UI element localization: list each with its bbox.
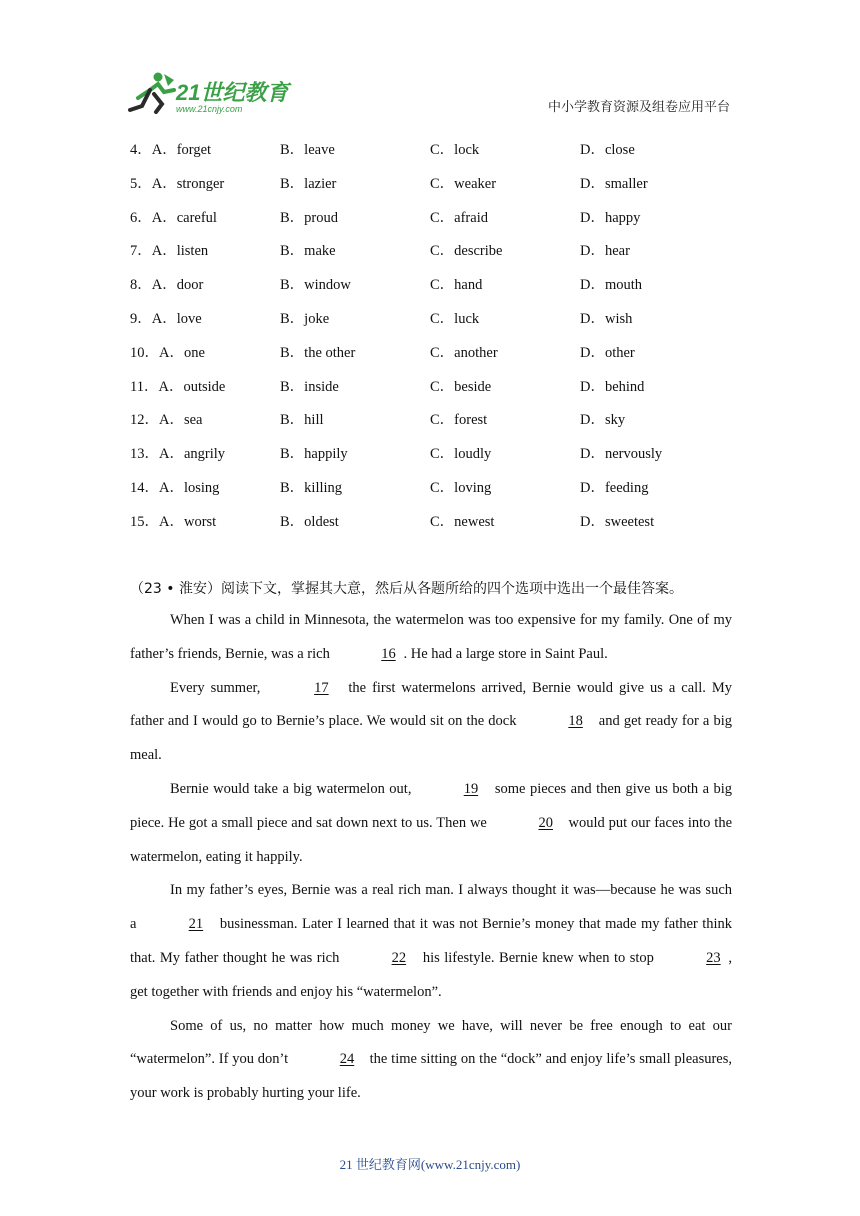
question-row	[130, 408, 740, 442]
option-b	[280, 476, 342, 497]
option-text: A．one	[159, 344, 205, 361]
option-text: A．love	[151, 310, 202, 327]
option-text: A．angrily	[159, 446, 226, 463]
option-text: D．mouth	[580, 277, 643, 294]
question-row	[130, 510, 740, 544]
question-number: 6．	[130, 209, 152, 226]
option-c	[430, 375, 491, 396]
option-text: B．make	[280, 243, 336, 260]
option-c	[430, 239, 502, 260]
option-text: C．hand	[430, 277, 483, 294]
option-b	[280, 442, 348, 463]
option-text: A．sea	[159, 412, 203, 429]
option-a	[130, 375, 225, 396]
option-text: B．window	[280, 277, 351, 294]
logo-url: www.21cnjy.com	[176, 104, 243, 114]
option-b	[280, 307, 329, 328]
option-text: B．the other	[280, 344, 356, 361]
paragraph: Every summer, 17 the first watermelons arrived, Bernie would give us a call. My father and I would go to Bernie’s place. We would sit on the dock 18 and get ready for a big meal.	[130, 672, 732, 773]
blank-22: 22	[391, 949, 407, 966]
option-text: B．oldest	[280, 513, 339, 530]
question-row	[130, 307, 740, 341]
page-header	[0, 0, 860, 120]
option-text: D．smaller	[580, 175, 648, 192]
option-b	[280, 172, 336, 193]
option-a	[130, 408, 203, 429]
reading-passage	[130, 604, 732, 1111]
option-a	[130, 341, 205, 362]
question-number: 12．	[130, 412, 159, 429]
paragraph: In my father’s eyes, Bernie was a real rich man. I always thought it was—because he was such a 21 businessman. Later I learned that it was not Bernie’s money that made my father think that. My father thought he was rich 22 his lifestyle. Bernie knew when to stop 23 , get together with friends and enjoy his “watermelon”.	[130, 882, 733, 1000]
option-c	[430, 510, 494, 531]
option-b	[280, 206, 338, 227]
options-list	[130, 138, 740, 544]
question-row	[130, 341, 740, 375]
option-text: B．killing	[280, 479, 343, 496]
option-c	[430, 206, 488, 227]
option-text: C．newest	[430, 513, 495, 530]
option-text: A．listen	[151, 243, 209, 260]
option-text: D．feeding	[580, 479, 649, 496]
option-d	[580, 341, 635, 362]
option-c	[430, 138, 479, 159]
option-b	[280, 341, 355, 362]
blank-16: 16	[381, 645, 396, 662]
blank-21: 21	[188, 916, 204, 933]
question-number: 15．	[130, 513, 159, 530]
option-d	[580, 442, 662, 463]
runner-icon	[130, 73, 174, 113]
option-text: B．leave	[280, 142, 335, 158]
question-row	[130, 172, 740, 206]
option-c	[430, 476, 491, 497]
paragraph: Bernie would take a big watermelon out, 19 some pieces and then give us both a big piece. He got a small piece and sat down next to us. Then we 20 would put our faces into the watermelon, eating it happily.	[130, 773, 732, 874]
option-text: A．careful	[151, 209, 217, 226]
platform-title: 中小学教育资源及组卷应用平台	[547, 100, 730, 115]
option-b	[280, 273, 351, 294]
question-row	[130, 138, 740, 172]
option-a	[130, 206, 217, 227]
question-row	[130, 375, 740, 409]
option-a	[130, 273, 203, 294]
option-text: C．describe	[430, 243, 503, 260]
option-text: D．hear	[580, 243, 630, 260]
option-c	[430, 273, 482, 294]
question-number: 9．	[130, 310, 152, 327]
option-b	[280, 375, 339, 396]
option-text: A．stronger	[151, 175, 225, 192]
option-text: A．forget	[151, 142, 212, 158]
logo	[124, 70, 294, 116]
option-text: A．outside	[158, 378, 226, 395]
option-text: D．other	[580, 344, 635, 361]
option-d	[580, 273, 642, 294]
section-instruction: （23 • 淮安）阅读下文，掌握其大意，然后从各题所给的四个选项中选出一个最佳答案。	[130, 581, 683, 597]
option-text: A．door	[151, 277, 204, 294]
option-text: D．nervously	[580, 446, 663, 463]
option-c	[430, 408, 487, 429]
option-text: B．lazier	[280, 175, 337, 192]
option-b	[280, 138, 335, 159]
question-number: 7．	[130, 243, 152, 260]
option-c	[430, 442, 491, 463]
question-number: 8．	[130, 277, 152, 294]
question-number: 11．	[130, 378, 159, 395]
question-row	[130, 442, 740, 476]
option-d	[580, 408, 625, 429]
option-text: C．loudly	[430, 446, 492, 463]
option-a	[130, 239, 208, 260]
question-number: 10．	[130, 344, 159, 361]
option-text: B．joke	[280, 310, 330, 327]
option-text: C．forest	[430, 412, 488, 429]
question-row	[130, 206, 740, 240]
option-text: A．worst	[159, 513, 217, 530]
option-text: D．happy	[580, 209, 641, 226]
question-row	[130, 273, 740, 307]
blank-24: 24	[339, 1051, 355, 1068]
option-a	[130, 476, 219, 497]
option-d	[580, 307, 632, 328]
option-text: D．wish	[580, 310, 633, 327]
page-footer: 21 世纪教育网(www.21cnjy.com)	[339, 1157, 521, 1172]
blank-23: 23	[706, 949, 721, 966]
option-text: D．sweetest	[580, 513, 655, 530]
blank-17: 17	[314, 679, 329, 696]
option-d	[580, 172, 648, 193]
option-d	[580, 206, 640, 227]
option-d	[580, 375, 644, 396]
option-a	[130, 172, 224, 193]
option-text: C．lock	[430, 142, 480, 158]
option-d	[580, 510, 654, 531]
option-text: B．happily	[280, 446, 348, 463]
option-c	[430, 307, 479, 328]
question-row	[130, 476, 740, 510]
option-text: D．close	[580, 142, 635, 158]
option-text: D．sky	[580, 412, 626, 429]
option-text: D．behind	[580, 378, 645, 395]
option-text: B．hill	[280, 412, 324, 429]
option-c	[430, 341, 498, 362]
option-b	[280, 510, 339, 531]
option-d	[580, 239, 630, 260]
logo-text: 21世纪教育	[176, 80, 289, 105]
option-a	[130, 510, 216, 531]
option-text: C．beside	[430, 378, 492, 395]
blank-18: 18	[568, 713, 583, 730]
question-number: 14．	[130, 479, 159, 496]
option-d	[580, 138, 635, 159]
question-row	[130, 239, 740, 273]
option-text: B．inside	[280, 378, 339, 395]
paragraph: When I was a child in Minnesota, the watermelon was too expensive for my family. One of my father’s friends, Bernie, was a rich 16 . He had a large store in Saint Paul.	[130, 604, 732, 672]
option-text: C．weaker	[430, 175, 497, 192]
question-number: 13．	[130, 446, 159, 463]
option-text: C．another	[430, 344, 498, 361]
blank-19: 19	[463, 780, 479, 797]
option-text: C．luck	[430, 310, 480, 327]
option-text: A．losing	[159, 479, 220, 496]
option-text: C．afraid	[430, 209, 488, 226]
option-a	[130, 442, 225, 463]
option-b	[280, 239, 336, 260]
option-text: C．loving	[430, 479, 492, 496]
question-number: 4．	[130, 142, 152, 158]
option-text: B．proud	[280, 209, 338, 226]
option-b	[280, 408, 324, 429]
blank-20: 20	[538, 814, 553, 831]
option-d	[580, 476, 648, 497]
option-a	[130, 307, 202, 328]
question-number: 5．	[130, 175, 152, 192]
paragraph: Some of us, no matter how much money we have, will never be free enough to eat our “watermelon”. If you don’t 24 the time sitting on the “dock” and enjoy life’s small pleasures, your work is probably hurting your life.	[130, 1017, 733, 1102]
option-a	[130, 138, 211, 159]
option-c	[430, 172, 496, 193]
